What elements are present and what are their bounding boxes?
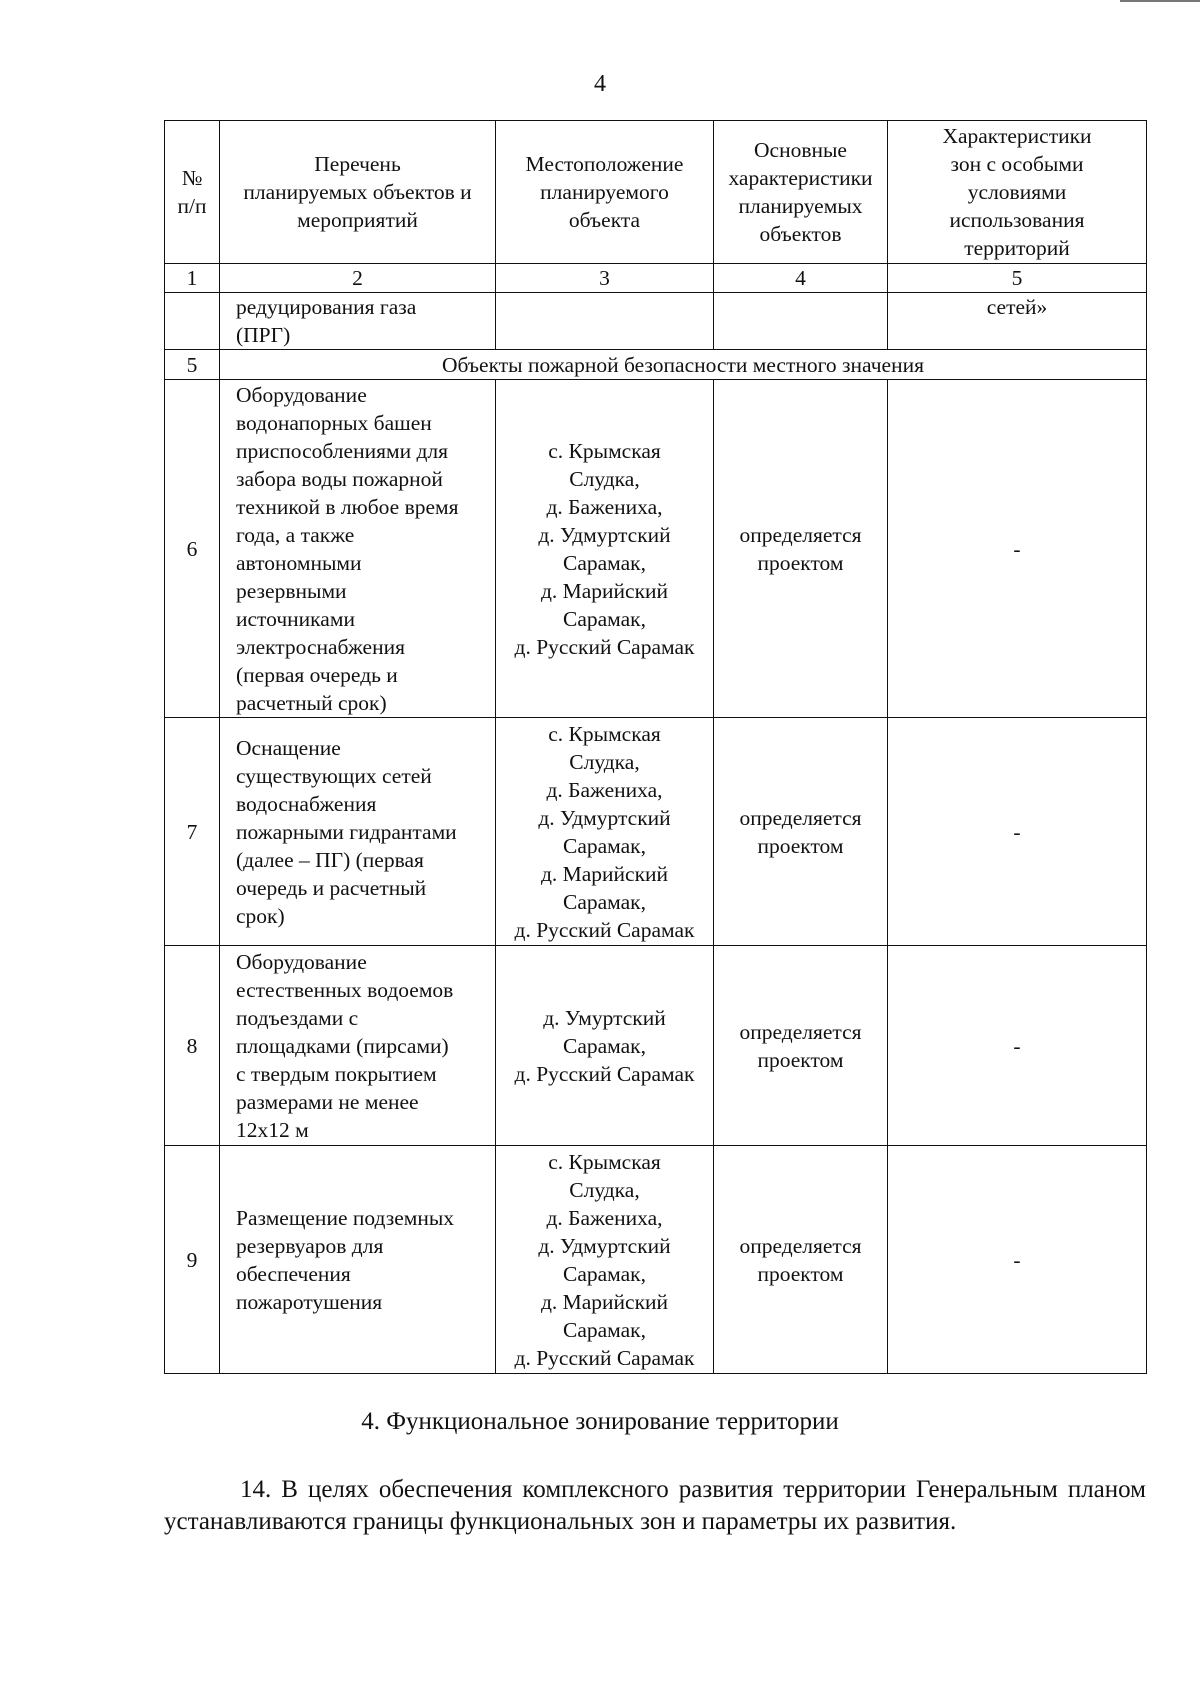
text-line: 12х12 м: [236, 1117, 309, 1142]
text-line: д. Бажениха,: [546, 1205, 663, 1230]
row-zones-cell: -: [888, 380, 1147, 718]
row-list-cell: [220, 718, 496, 946]
column-number: 3: [496, 264, 714, 293]
planned-objects-table: [164, 120, 1147, 1374]
cont-list-cell: [220, 293, 496, 350]
text-line: д. Бажениха,: [546, 777, 663, 802]
text-line: д. Удмуртский: [538, 522, 671, 547]
text-line: определяется: [739, 522, 862, 547]
cont-location-cell: [496, 293, 714, 350]
text-line: использования: [949, 208, 1085, 232]
header-num: [165, 121, 220, 264]
text-line: №: [181, 166, 203, 190]
text-line: техникой в любое время: [236, 494, 459, 519]
text-line: пожаротушения: [236, 1289, 383, 1314]
text-line: с. Крымская: [548, 438, 661, 463]
column-number: 5: [888, 264, 1147, 293]
header-characteristics: [714, 121, 888, 264]
row-characteristics-cell: [714, 1146, 888, 1374]
text-line: объектов: [759, 222, 842, 246]
text-line: Характеристики: [942, 124, 1092, 148]
text-line: обеспечения: [236, 1261, 351, 1286]
table-row: [165, 1146, 1147, 1374]
text-line: (ПРГ): [236, 323, 291, 347]
text-line: подъездами с: [236, 1005, 359, 1030]
text-line: Оборудование: [236, 949, 367, 974]
section-heading: 4. Функциональное зонирование территории: [361, 1408, 839, 1435]
text-line: редуцирования газа: [236, 295, 417, 319]
text-line: Слудка,: [569, 466, 640, 491]
text-line: определяется: [739, 1233, 862, 1258]
text-line: с твердым покрытием: [236, 1061, 437, 1086]
cont-characteristics-cell: [714, 293, 888, 350]
text-line: Местоположение: [525, 152, 684, 176]
text-line: срок): [236, 903, 285, 928]
text-line: электроснабжения: [236, 634, 405, 659]
column-number: 2: [220, 264, 496, 293]
text-line: водонапорных башен: [236, 410, 432, 435]
text-line: д. Русский Сарамак: [514, 1345, 695, 1370]
row-characteristics-cell: [714, 718, 888, 946]
column-number-row: [165, 264, 1147, 293]
text-line: Сарамак,: [563, 833, 646, 858]
text-line: д. Русский Сарамак: [514, 1061, 695, 1086]
section-num: 5: [165, 350, 220, 380]
text-line: размерами не менее: [236, 1089, 419, 1114]
text-line: объекта: [568, 208, 641, 232]
row-num-cell: 8: [165, 946, 220, 1146]
text-line: резервными: [236, 578, 347, 603]
text-line: проектом: [757, 833, 844, 858]
text-line: резервуаров для: [236, 1233, 384, 1258]
text-line: д. Марийский: [540, 861, 669, 886]
row-zones-cell: -: [888, 1146, 1147, 1374]
text-line: планируемых: [738, 194, 863, 218]
text-line: (далее – ПГ) (первая: [236, 847, 424, 872]
table-row: [165, 946, 1147, 1146]
text-line: автономными: [236, 550, 362, 575]
header-location: [496, 121, 714, 264]
continuation-row: [165, 293, 1147, 350]
text-line: существующих сетей: [236, 763, 432, 788]
text-line: мероприятий: [297, 208, 418, 232]
text-line: д. Удмуртский: [538, 805, 671, 830]
row-location-cell: [496, 1146, 714, 1374]
table-row: [165, 718, 1147, 946]
text-line: расчетный срок): [236, 690, 387, 715]
section-title: Объекты пожарной безопасности местного значения: [220, 350, 1147, 380]
table-row: [165, 380, 1147, 718]
row-characteristics-cell: [714, 380, 888, 718]
text-line: очередь и расчетный: [236, 875, 427, 900]
row-num-cell: 7: [165, 718, 220, 946]
text-line: характеристики: [728, 166, 873, 190]
text-line: Сарамак,: [563, 1261, 646, 1286]
row-num-cell: 9: [165, 1146, 220, 1374]
text-line: пожарными гидрантами: [236, 819, 457, 844]
text-line: проектом: [757, 550, 844, 575]
row-zones-cell: -: [888, 718, 1147, 946]
text-line: Оборудование: [236, 382, 367, 407]
text-line: Сарамак,: [563, 1317, 646, 1342]
row-location-cell: [496, 380, 714, 718]
text-line: определяется: [739, 1019, 862, 1044]
text-line: зон с особыми: [950, 152, 1084, 176]
text-line: д. Удмуртский: [538, 1233, 671, 1258]
text-line: п/п: [177, 194, 207, 218]
row-list-cell: [220, 380, 496, 718]
text-line: (первая очередь и: [236, 662, 398, 687]
text-line: Сарамак,: [563, 889, 646, 914]
text-line: Размещение подземных: [236, 1205, 455, 1230]
table-header-row: [165, 121, 1147, 264]
body-paragraph: 14. В целях обеспечения комплексного развития территории Генеральным планом устанавливаются границы функциональных зон и параметры их развития.: [164, 1476, 1146, 1535]
page-number: 4: [594, 71, 606, 97]
row-characteristics-cell: [714, 946, 888, 1146]
row-zones-cell: -: [888, 946, 1147, 1146]
text-line: Оснащение: [236, 735, 341, 760]
column-number: 4: [714, 264, 888, 293]
text-line: д. Русский Сарамак: [514, 917, 695, 942]
text-line: Основные: [754, 138, 847, 162]
text-line: Сарамак,: [563, 606, 646, 631]
text-line: планируемых объектов и: [243, 180, 472, 204]
text-line: условиями: [967, 180, 1067, 204]
text-line: года, а также: [236, 522, 355, 547]
text-line: Слудка,: [569, 1177, 640, 1202]
header-zones: [888, 121, 1147, 264]
row-list-cell: [220, 946, 496, 1146]
header-list: [220, 121, 496, 264]
text-line: естественных водоемов: [236, 977, 454, 1002]
row-list-cell: [220, 1146, 496, 1374]
text-line: территорий: [964, 236, 1070, 260]
text-line: Перечень: [314, 152, 401, 176]
text-line: приспособлениями для: [236, 438, 449, 463]
text-line: Сарамак,: [563, 550, 646, 575]
column-number: 1: [165, 264, 220, 293]
section-row: [165, 350, 1147, 380]
cont-zones-cell: сетей»: [888, 293, 1147, 350]
text-line: д. Бажениха,: [546, 494, 663, 519]
text-line: Сарамак,: [563, 1033, 646, 1058]
row-location-cell: [496, 718, 714, 946]
text-line: источниками: [236, 606, 355, 631]
text-line: забора воды пожарной: [236, 466, 443, 491]
text-line: д. Умуртский: [543, 1005, 666, 1030]
text-line: площадками (пирсами): [236, 1033, 449, 1058]
text-line: проектом: [757, 1047, 844, 1072]
text-line: водоснабжения: [236, 791, 377, 816]
scan-edge-line: [1120, 0, 1200, 2]
cont-num-cell: [165, 293, 220, 350]
text-line: с. Крымская: [548, 721, 661, 746]
text-line: планируемого: [540, 180, 669, 204]
text-line: определяется: [739, 805, 862, 830]
text-line: д. Русский Сарамак: [514, 634, 695, 659]
text-line: д. Марийский: [540, 578, 669, 603]
row-location-cell: [496, 946, 714, 1146]
text-line: проектом: [757, 1261, 844, 1286]
text-line: с. Крымская: [548, 1149, 661, 1174]
row-num-cell: 6: [165, 380, 220, 718]
text-line: д. Марийский: [540, 1289, 669, 1314]
text-line: Слудка,: [569, 749, 640, 774]
